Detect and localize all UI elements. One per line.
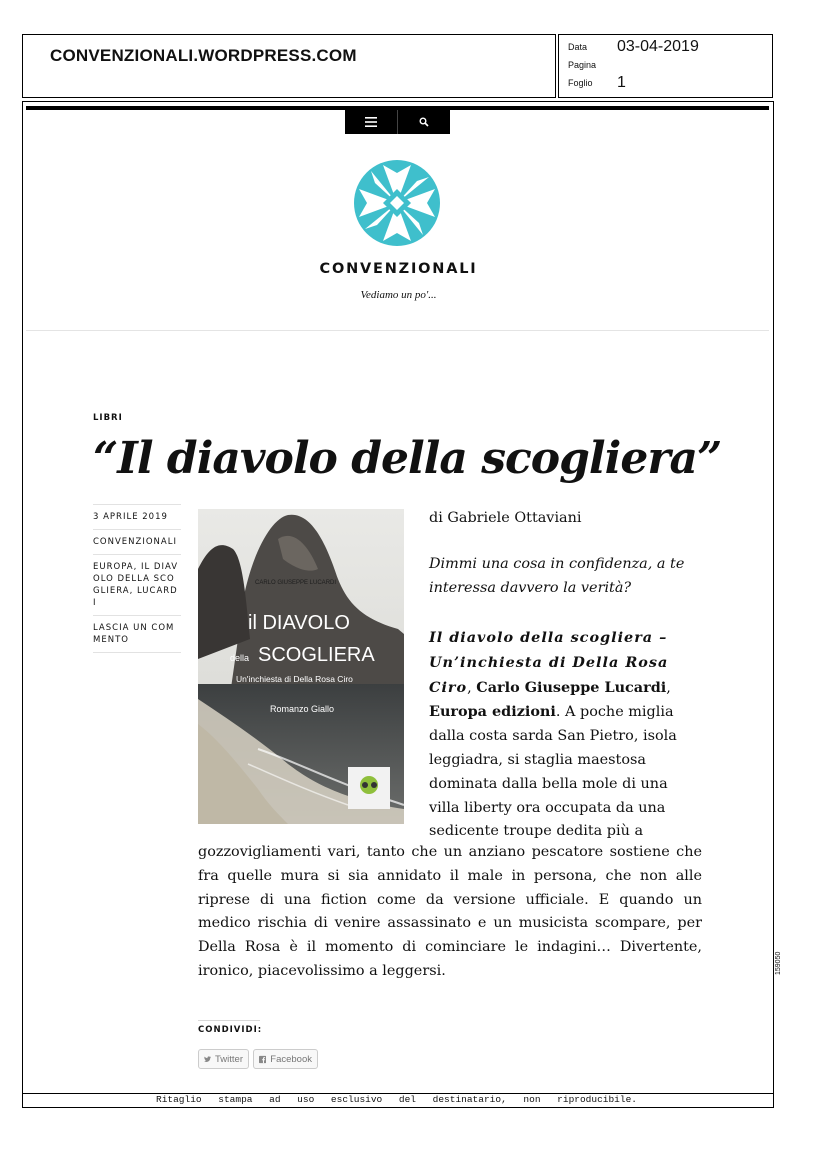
clipping-code: 159050 <box>775 951 782 975</box>
book-cover-image <box>198 509 404 824</box>
site-title[interactable]: CONVENZIONALI <box>319 261 478 277</box>
date-label: Data <box>568 42 588 52</box>
post-meta <box>93 504 181 653</box>
post-title: “Il diavolo della scogliera” <box>93 433 722 484</box>
post-body-part1 <box>429 626 702 844</box>
sheet-value: 1 <box>617 74 626 91</box>
header-source-box <box>22 34 556 98</box>
book-author: Carlo Giuseppe Lucardi <box>476 678 667 696</box>
facebook-share-button[interactable] <box>253 1049 318 1069</box>
cover-subtitle: Un'inchiesta di Della Rosa Ciro <box>236 674 353 684</box>
separator-2: , <box>666 679 671 696</box>
post-tags[interactable]: EUROPA, IL DIAVOLO DELLA SCOGLIERA, LUCARDI <box>93 554 181 615</box>
twitter-icon <box>204 1055 211 1064</box>
header-source: CONVENZIONALI.WORDPRESS.COM <box>50 46 357 65</box>
book-title: Il diavolo della scogliera – Un’inchiesta di Della Rosa Ciro <box>429 629 669 696</box>
comment-link[interactable]: LASCIA UN COMMENTO <box>93 615 181 653</box>
twitter-label: Twitter <box>215 1053 243 1065</box>
search-icon <box>419 117 429 127</box>
separator-1: , <box>467 679 477 696</box>
site-tagline: Vediamo un po'... <box>360 289 437 301</box>
post-body-part2: gozzovigliamenti vari, tanto che un anziano pescatore sostiene che fra quelle mura si sia annidato il male in persona, che non alle riprese di una fiction come da versione ufficiale. E quando un medico rischia di venire assassinato e un musicista scompare, per Della Rosa è il momento di cominciare le indagini… Divertente, ironico, piacevolissimo a leggersi. <box>198 844 702 979</box>
menu-icon <box>365 117 377 127</box>
share-label: CONDIVIDI: <box>198 1020 260 1035</box>
facebook-icon <box>259 1055 266 1064</box>
site-logo[interactable] <box>353 159 441 247</box>
cover-author: CARLO GIUSEPPE LUCARDI <box>255 580 337 586</box>
facebook-label: Facebook <box>270 1053 312 1065</box>
post-byline: di Gabriele Ottaviani <box>429 510 582 526</box>
header-meta-box <box>558 34 773 98</box>
post-quote: Dimmi una cosa in confidenza, a te interessa davvero la verità? <box>429 556 685 596</box>
cover-title-1: il DIAVOLO <box>248 612 350 634</box>
post-category[interactable]: LIBRI <box>93 413 123 423</box>
page-label: Pagina <box>568 60 597 70</box>
body-text-1: . A poche miglia dalla costa sarda San Pietro, isola leggiadra, si staglia maestosa dominata dalla bella mole di una villa liberty ora occupata da una sedicente troupe dedita più a <box>429 704 677 840</box>
post-author[interactable]: CONVENZIONALI <box>93 529 181 554</box>
cover-title-small: della <box>230 653 250 663</box>
sheet-label: Foglio <box>568 78 593 88</box>
navbar <box>345 110 450 134</box>
book-publisher: Europa edizioni <box>429 703 556 721</box>
date-value: 03-04-2019 <box>617 38 699 55</box>
header-divider <box>26 330 769 331</box>
footer-notice: Ritaglio stampa ad uso esclusivo del destinatario, non riproducibile. <box>156 1094 637 1105</box>
cover-title-2: SCOGLIERA <box>258 644 375 666</box>
twitter-share-button[interactable] <box>198 1049 249 1069</box>
menu-button[interactable] <box>345 110 397 134</box>
search-button[interactable] <box>397 110 449 134</box>
cover-genre: Romanzo Giallo <box>270 704 335 714</box>
post-date[interactable]: 3 APRILE 2019 <box>93 504 181 529</box>
